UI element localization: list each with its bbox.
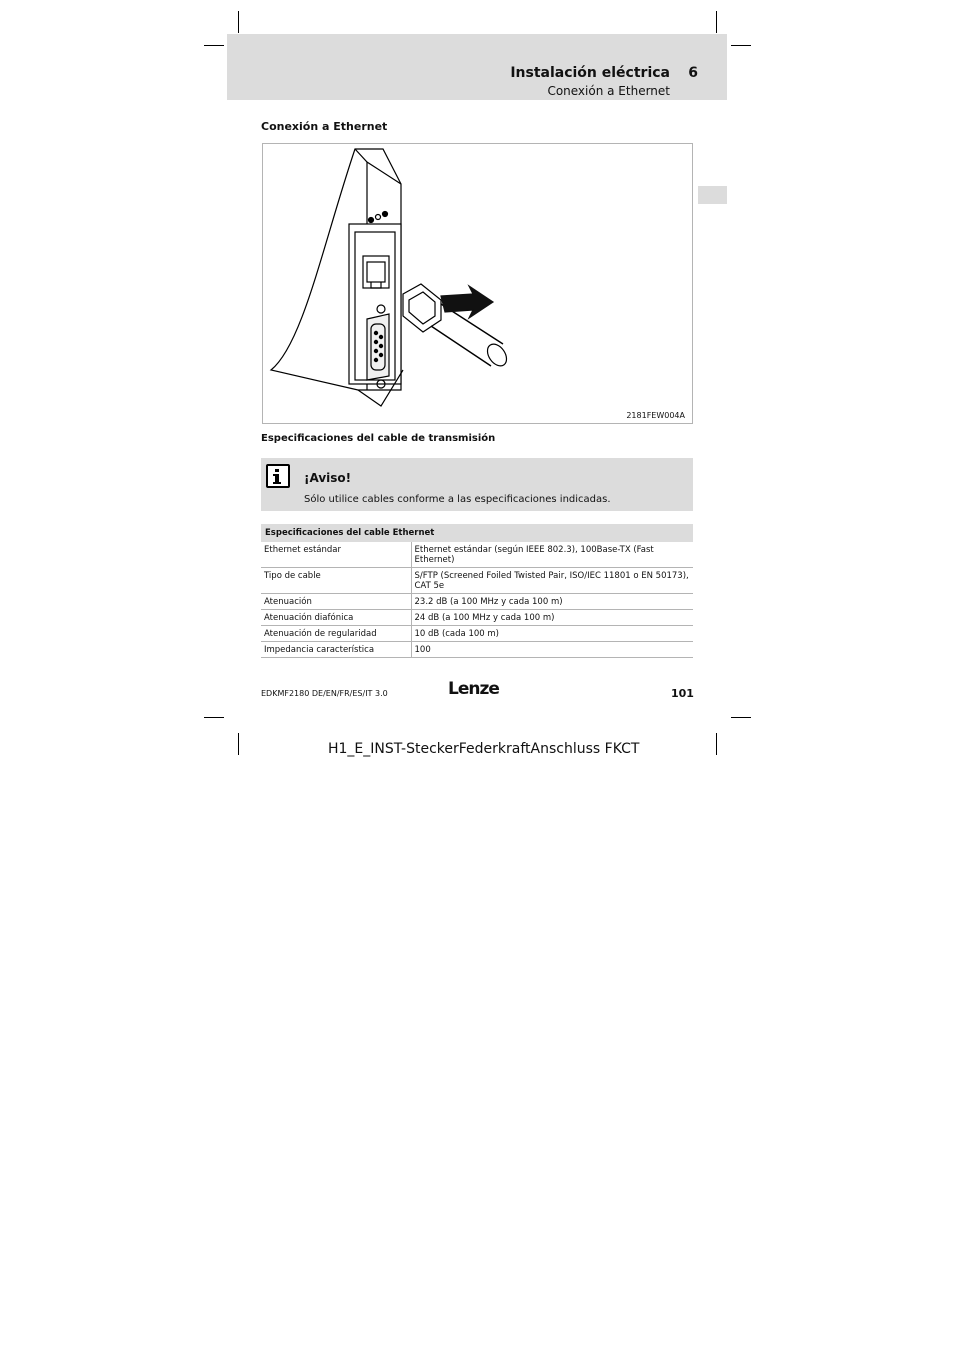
- crop-mark: [204, 717, 224, 718]
- crop-mark: [731, 717, 751, 718]
- row-value: 24 dB (a 100 MHz y cada 100 m): [411, 610, 693, 626]
- table-row: [261, 642, 693, 658]
- chapter-side-tab: [698, 186, 727, 204]
- document-filename: H1_E_INST-SteckerFederkraftAnschluss FKCT: [328, 741, 640, 757]
- chapter-number: 6: [688, 65, 698, 81]
- notice-text: Sólo utilice cables conforme a las especificaciones indicadas.: [304, 494, 611, 505]
- row-value: S/FTP (Screened Foiled Twisted Pair, ISO/IEC 11801 o EN 50173), CAT 5e: [411, 568, 693, 594]
- info-icon: [266, 464, 290, 488]
- crop-mark: [716, 11, 717, 33]
- row-label: Atenuación de regularidad: [261, 626, 411, 642]
- lenze-logo: Lenze: [448, 679, 499, 699]
- chapter-title: Instalación eléctrica: [510, 65, 670, 81]
- document-id: EDKMF2180 DE/EN/FR/ES/IT 3.0: [261, 689, 388, 698]
- table-header: Especificaciones del cable Ethernet: [261, 524, 693, 542]
- row-label: Ethernet estándar: [261, 542, 411, 568]
- chapter-subtitle: Conexión a Ethernet: [547, 84, 670, 98]
- section-title: Conexión a Ethernet: [261, 120, 388, 133]
- chapter-header: [227, 34, 727, 100]
- crop-mark: [731, 45, 751, 46]
- row-value: 10 dB (cada 100 m): [411, 626, 693, 642]
- table-row: [261, 568, 693, 594]
- row-label: Impedancia característica: [261, 642, 411, 658]
- table-row: [261, 594, 693, 610]
- table-row: [261, 626, 693, 642]
- row-value: 100: [411, 642, 693, 658]
- crop-mark: [238, 733, 239, 755]
- ethernet-connection-figure: [262, 143, 693, 424]
- subsection-title: Especificaciones del cable de transmisión: [261, 433, 496, 444]
- notice-box: [261, 458, 693, 511]
- row-label: Atenuación diafónica: [261, 610, 411, 626]
- row-value: 23.2 dB (a 100 MHz y cada 100 m): [411, 594, 693, 610]
- device-illustration: [263, 144, 694, 425]
- row-value: Ethernet estándar (según IEEE 802.3), 100Base-TX (Fast Ethernet): [411, 542, 693, 568]
- ethernet-cable-spec-table: [261, 524, 693, 658]
- row-label: Atenuación: [261, 594, 411, 610]
- figure-code: 2181FEW004A: [626, 411, 685, 420]
- table-row: [261, 542, 693, 568]
- crop-mark: [238, 11, 239, 33]
- page-number: 101: [671, 687, 694, 700]
- crop-mark: [204, 45, 224, 46]
- row-label: Tipo de cable: [261, 568, 411, 594]
- table-row: [261, 610, 693, 626]
- crop-mark: [716, 733, 717, 755]
- notice-title: ¡Aviso!: [304, 471, 352, 485]
